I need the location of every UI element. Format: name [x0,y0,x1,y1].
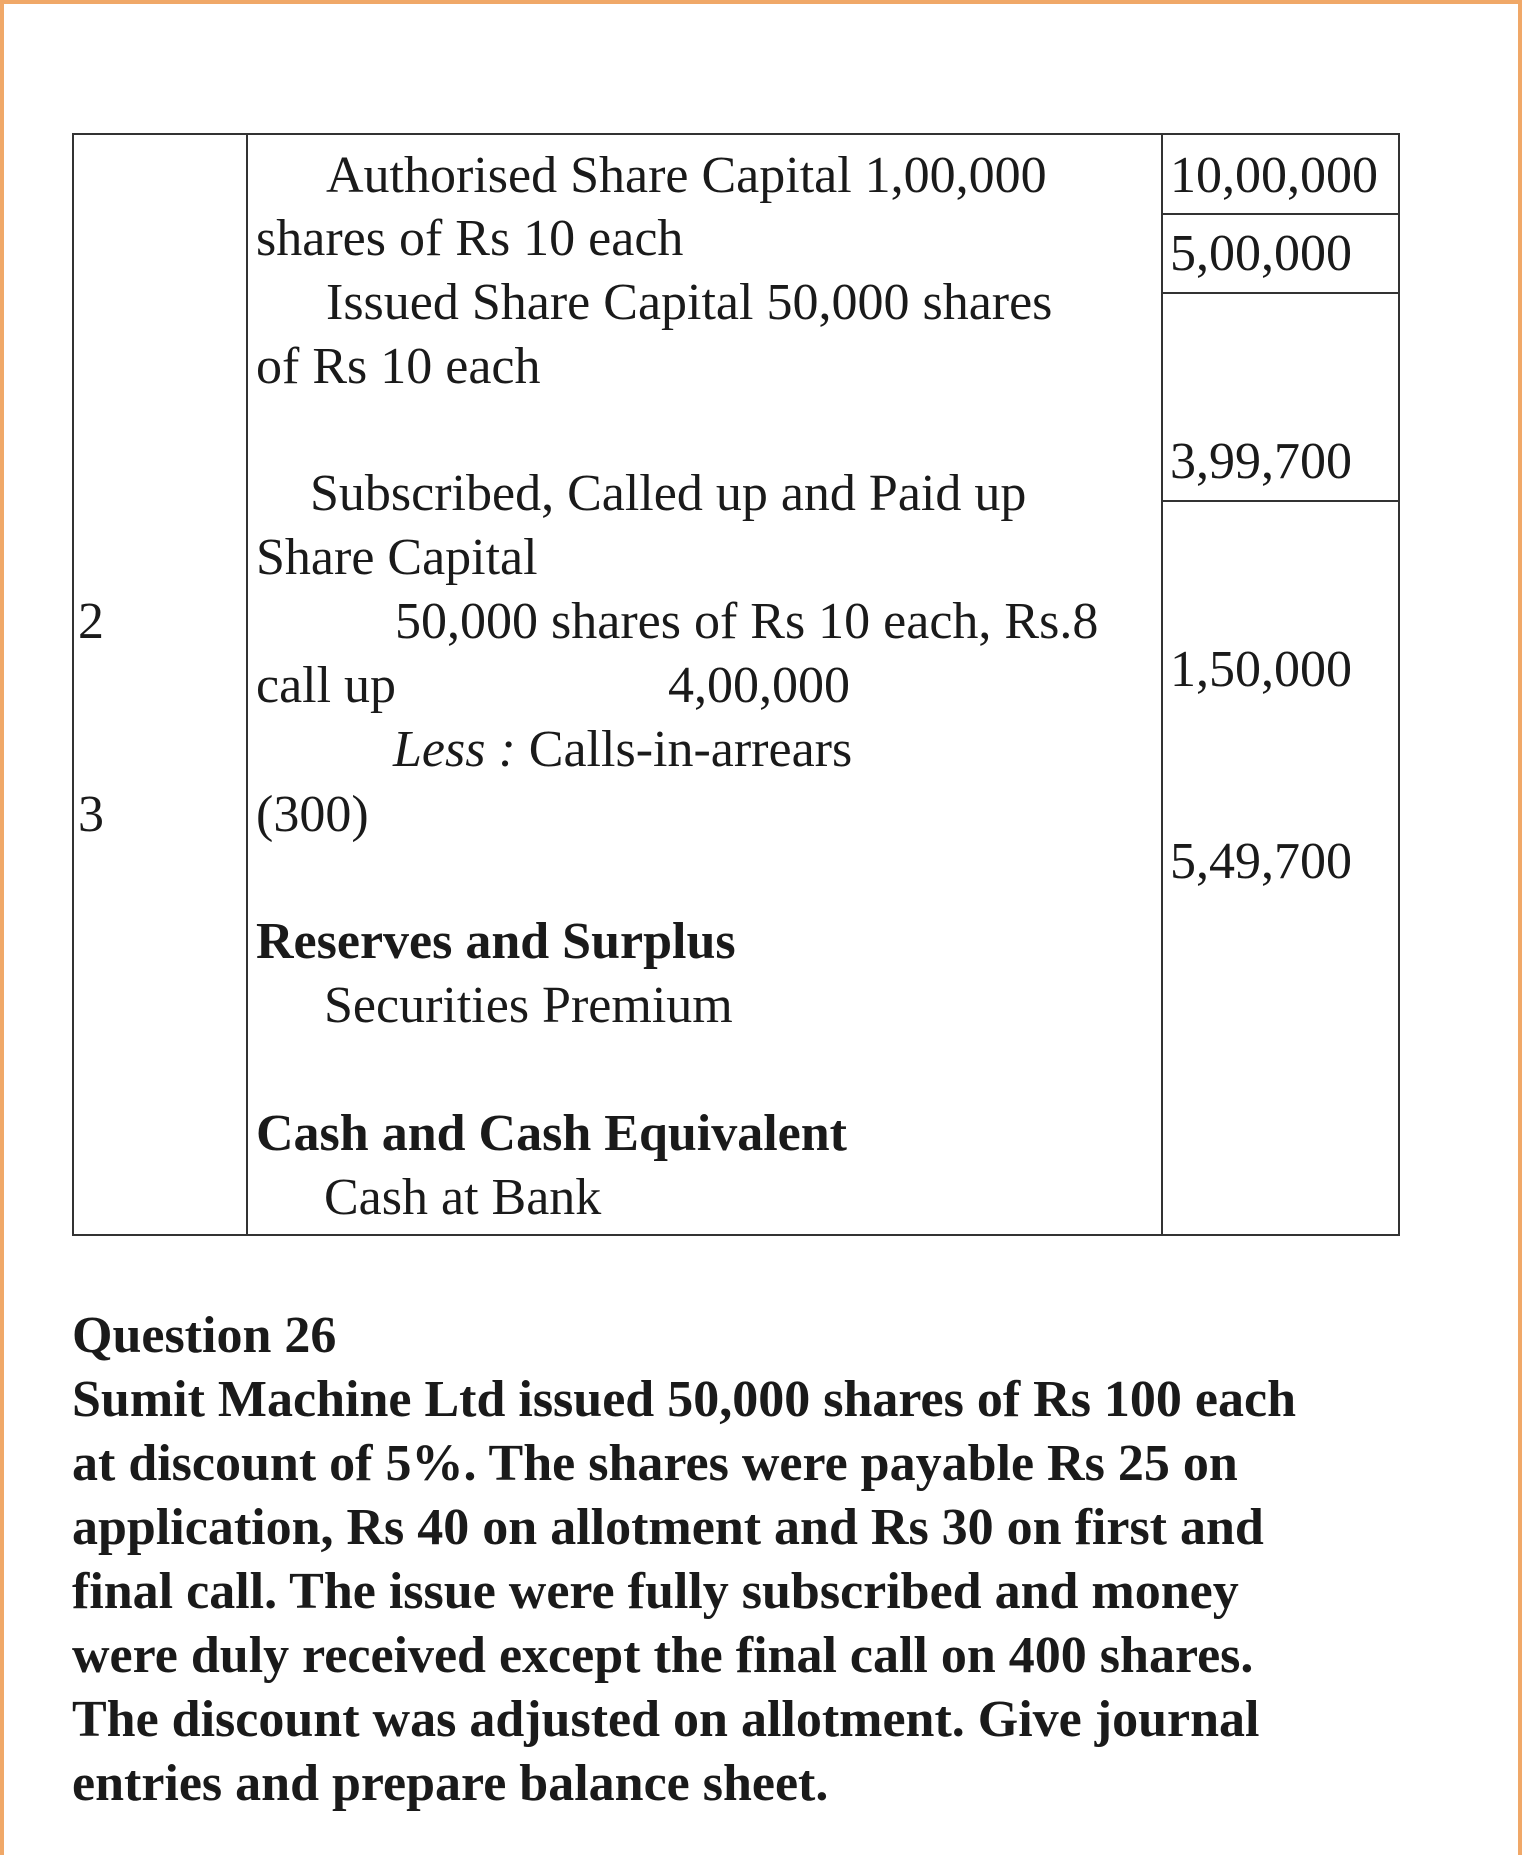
authorised-capital-line1: Authorised Share Capital 1,00,000 [326,147,1047,204]
reserves-heading: Reserves and Surplus [256,913,736,970]
question-text-line: entries and prepare balance sheet. [72,1755,829,1812]
table-bottom-border [72,1234,1400,1236]
amount-issued: 5,00,000 [1170,225,1352,282]
amount-securities-premium: 1,50,000 [1170,641,1352,698]
shares-description: 50,000 shares of Rs 10 each, Rs.8 [395,593,1099,650]
question-title: Question 26 [72,1307,337,1364]
call-up-value: 4,00,000 [668,657,850,714]
authorised-capital-line2: shares of Rs 10 each [256,210,684,267]
cash-heading: Cash and Cash Equivalent [256,1105,847,1162]
table-left-border [72,133,74,1236]
cash-at-bank-label: Cash at Bank [324,1169,602,1226]
question-text-line: were duly received except the final call on 400 shares. [72,1627,1254,1684]
call-up-label: call up [256,657,397,714]
arrears-value: (300) [256,786,369,843]
table-top-border [72,133,1400,135]
question-text-line: at discount of 5%. The shares were payable Rs 25 on [72,1435,1238,1492]
table-amount-divider [1161,133,1163,1236]
less-label: Less : [393,721,516,778]
subscribed-capital-line1: Subscribed, Called up and Paid up [310,465,1027,522]
issued-capital-line1: Issued Share Capital 50,000 shares [326,274,1053,331]
question-text-line: The discount was adjusted on allotment. Give journal [72,1691,1260,1748]
amount-authorised: 10,00,000 [1170,147,1378,204]
less-calls-in-arrears [393,720,852,780]
question-text-line: application, Rs 40 on allotment and Rs 30 on first and [72,1499,1264,1556]
calls-in-arrears-label: Calls-in-arrears [528,721,853,778]
question-text-line: Sumit Machine Ltd issued 50,000 shares of Rs 100 each [72,1371,1297,1428]
amount-row-divider-2 [1161,292,1400,294]
amount-cash-at-bank: 5,49,700 [1170,833,1352,890]
amount-row-divider-3 [1161,500,1400,502]
amount-subscribed: 3,99,700 [1170,433,1352,490]
table-right-border [1398,133,1400,1236]
note-number: 2 [78,593,104,650]
note-number: 3 [78,786,104,843]
securities-premium-label: Securities Premium [324,977,733,1034]
issued-capital-line2: of Rs 10 each [256,338,541,395]
table-note-divider [246,133,248,1236]
subscribed-capital-line2: Share Capital [256,529,538,586]
question-text-line: final call. The issue were fully subscribed and money [72,1563,1239,1620]
amount-row-divider-1 [1161,213,1400,215]
